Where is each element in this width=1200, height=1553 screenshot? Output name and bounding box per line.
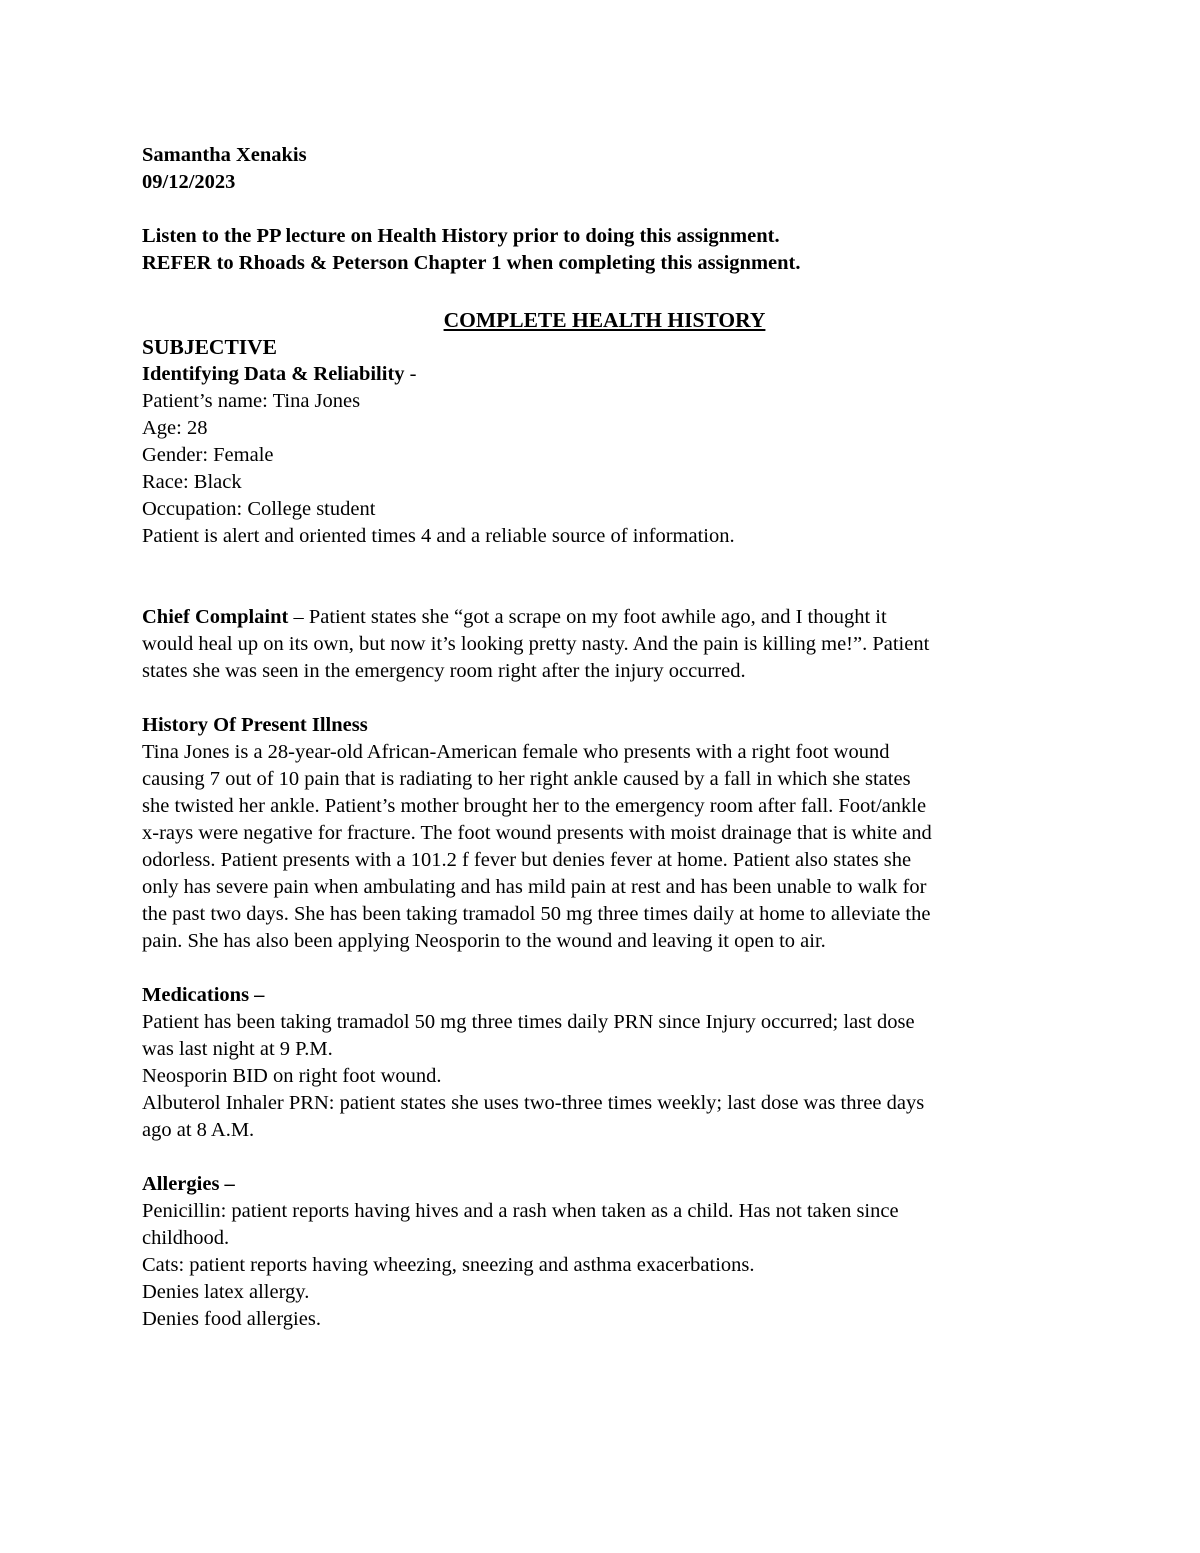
hpi-line: x-rays were negative for fracture. The foot wound presents with moist drainage that is white and xyxy=(142,822,932,844)
identifying-line: Age: 28 xyxy=(142,417,208,439)
chief-complaint-line: would heal up on its own, but now it’s looking pretty nasty. And the pain is killing me!”. Patient xyxy=(142,633,930,655)
identifying-data-section xyxy=(142,361,1067,550)
medications-line: ago at 8 A.M. xyxy=(142,1119,255,1141)
allergies-section xyxy=(142,1171,1067,1333)
identifying-line: Patient’s name: Tina Jones xyxy=(142,390,361,412)
identifying-heading-suffix: - xyxy=(404,363,417,385)
identifying-line: Race: Black xyxy=(142,471,242,493)
hpi-section xyxy=(142,712,1067,955)
allergies-line: Denies latex allergy. xyxy=(142,1281,310,1303)
spacer xyxy=(142,550,1067,604)
identifying-line: Occupation: College student xyxy=(142,498,376,520)
medications-section xyxy=(142,982,1067,1144)
medications-line: was last night at 9 P.M. xyxy=(142,1038,333,1060)
document-title: COMPLETE HEALTH HISTORY xyxy=(443,308,766,332)
medications-line: Neosporin BID on right foot wound. xyxy=(142,1065,442,1087)
chief-complaint-first-line xyxy=(142,604,1067,631)
spacer xyxy=(142,277,1067,304)
document-date: 09/12/2023 xyxy=(142,171,236,193)
allergies-heading: Allergies – xyxy=(142,1173,235,1195)
hpi-line: pain. She has also been applying Neosporin to the wound and leaving it open to air. xyxy=(142,930,826,952)
allergies-line: childhood. xyxy=(142,1227,230,1249)
medications-line: Patient has been taking tramadol 50 mg three times daily PRN since Injury occurred; last dose xyxy=(142,1011,915,1033)
hpi-line: she twisted her ankle. Patient’s mother brought her to the emergency room after fall. Foot/ankle xyxy=(142,795,927,817)
instruction-line: REFER to Rhoads & Peterson Chapter 1 when completing this assignment. xyxy=(142,252,801,274)
instruction-line: Listen to the PP lecture on Health History prior to doing this assignment. xyxy=(142,225,780,247)
spacer xyxy=(142,685,1067,712)
identifying-heading-line xyxy=(142,361,1067,388)
chief-complaint-line: states she was seen in the emergency room right after the injury occurred. xyxy=(142,660,746,682)
identifying-heading: Identifying Data & Reliability xyxy=(142,363,405,385)
author-name: Samantha Xenakis xyxy=(142,144,307,166)
allergies-line: Denies food allergies. xyxy=(142,1308,321,1330)
document-page xyxy=(142,142,1067,1333)
hpi-line: Tina Jones is a 28-year-old African-American female who presents with a right foot wound xyxy=(142,741,890,763)
hpi-line: only has severe pain when ambulating and has mild pain at rest and has been unable to walk for xyxy=(142,876,927,898)
identifying-line: Patient is alert and oriented times 4 and a reliable source of information. xyxy=(142,525,735,547)
hpi-heading: History Of Present Illness xyxy=(142,714,368,736)
chief-complaint-heading: Chief Complaint xyxy=(142,606,289,628)
hpi-line: odorless. Patient presents with a 101.2 f fever but denies fever at home. Patient also states she xyxy=(142,849,912,871)
spacer xyxy=(142,955,1067,982)
medications-line: Albuterol Inhaler PRN: patient states she uses two-three times weekly; last dose was three days xyxy=(142,1092,925,1114)
hpi-line: causing 7 out of 10 pain that is radiating to her right ankle caused by a fall in which she states xyxy=(142,768,911,790)
allergies-line: Cats: patient reports having wheezing, sneezing and asthma exacerbations. xyxy=(142,1254,755,1276)
subjective-heading: SUBJECTIVE xyxy=(142,335,278,359)
hpi-line: the past two days. She has been taking tramadol 50 mg three times daily at home to alleviate the xyxy=(142,903,931,925)
identifying-line: Gender: Female xyxy=(142,444,274,466)
chief-complaint-text: – Patient states she “got a scrape on my foot awhile ago, and I thought it xyxy=(288,606,887,628)
chief-complaint-section xyxy=(142,604,1067,685)
allergies-line: Penicillin: patient reports having hives and a rash when taken as a child. Has not taken since xyxy=(142,1200,899,1222)
medications-heading: Medications – xyxy=(142,984,265,1006)
spacer xyxy=(142,196,1067,223)
spacer xyxy=(142,1144,1067,1171)
